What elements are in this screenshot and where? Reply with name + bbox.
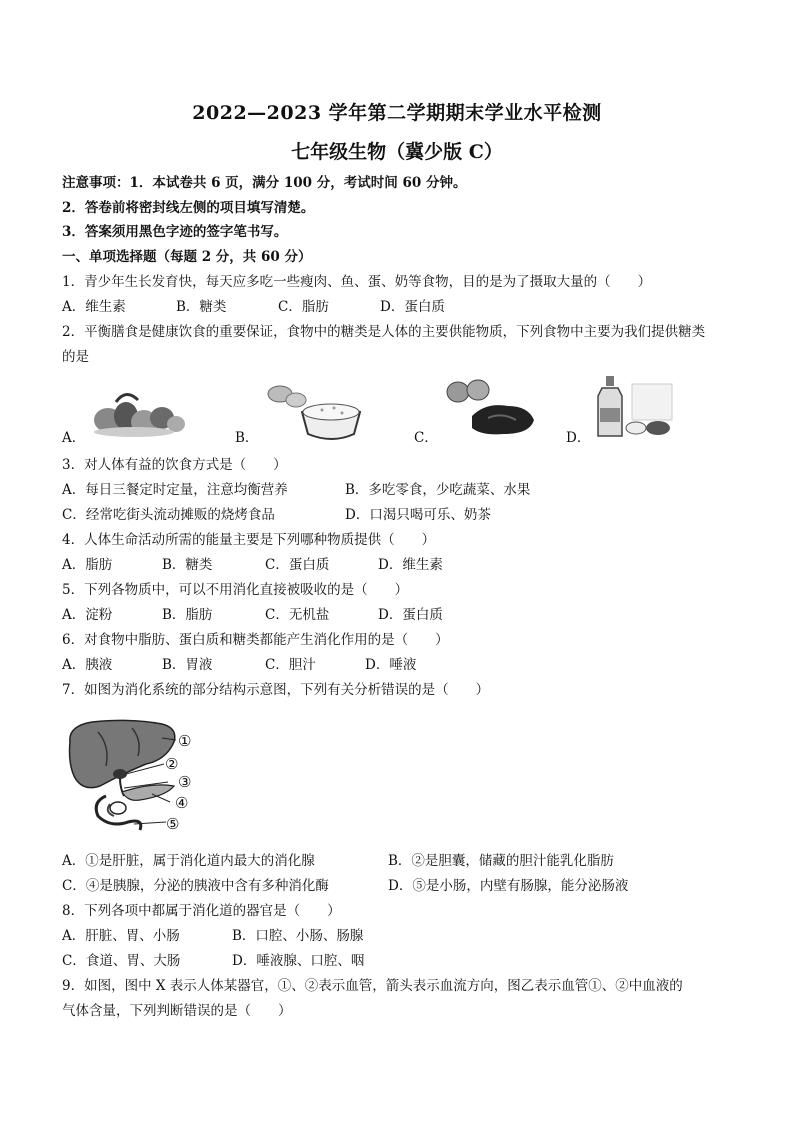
- note-3: 3．答案须用黑色字迹的签字笔书写。: [62, 224, 288, 240]
- q2-option-d: D．: [566, 430, 591, 446]
- q5-option-b: B．脂肪: [162, 607, 213, 623]
- q1-stem: 1．青少年生长发育快，每天应多吃一些瘦肉、鱼、蛋、奶等食物，目的是为了摄取大量的（ ）: [62, 274, 652, 290]
- q5-stem: 5．下列各物质中，可以不用消化直接被吸收的是（ ）: [62, 582, 409, 598]
- q7-option-c: C．④是胰腺，分泌的胰液中含有多种消化酶: [62, 878, 329, 894]
- q1-option-d: D．蛋白质: [380, 299, 445, 315]
- exam-title: 2022—2023 学年第二学期期末学业水平检测: [192, 102, 602, 124]
- q4-option-d: D．维生素: [378, 557, 443, 573]
- q7-option-b: B．②是胆囊，储藏的胆汁能乳化脂肪: [388, 853, 614, 869]
- q1-option-c: C．脂肪: [278, 299, 329, 315]
- q2-option-a: A．: [62, 430, 86, 446]
- q2-stem-line1: 2．平衡膳食是健康饮食的重要保证，食物中的糖类是人体的主要供能物质，下列食物中主要为我们提供糖类: [62, 324, 706, 340]
- diagram-label-4: ④: [175, 794, 189, 812]
- q4-option-a: A．脂肪: [62, 557, 113, 573]
- q8-option-a: A．肝脏、胃、小肠: [62, 928, 180, 944]
- q2-option-c: C．: [414, 430, 438, 446]
- oil-bottle-image: [592, 374, 676, 440]
- rice-bread-image: [262, 378, 362, 444]
- q3-option-d: D．口渴只喝可乐、奶茶: [345, 507, 491, 523]
- q6-option-a: A．胰液: [62, 657, 113, 673]
- q8-stem: 8．下列各项中都属于消化道的器官是（ ）: [62, 903, 341, 919]
- q6-option-c: C．胆汁: [265, 657, 316, 673]
- q3-option-a: A．每日三餐定时定量，注意均衡营养: [62, 482, 288, 498]
- diagram-label-2: ②: [165, 755, 179, 773]
- q2-stem-line2: 的是: [62, 349, 89, 365]
- q7-stem: 7．如图为消化系统的部分结构示意图，下列有关分析错误的是（ ）: [62, 682, 490, 698]
- q4-option-c: C．蛋白质: [265, 557, 330, 573]
- q3-stem: 3．对人体有益的饮食方式是（ ）: [62, 457, 287, 473]
- note-1: 注意事项：1．本试卷共 6 页，满分 100 分，考试时间 60 分钟。: [62, 175, 467, 191]
- q8-option-b: B．口腔、小肠、肠腺: [232, 928, 364, 944]
- q5-option-c: C．无机盐: [265, 607, 330, 623]
- q7-option-a: A．①是肝脏，属于消化道内最大的消化腺: [62, 853, 315, 869]
- q5-option-a: A．淀粉: [62, 607, 113, 623]
- q4-option-b: B．糖类: [162, 557, 213, 573]
- q1-option-a: A．维生素: [62, 299, 126, 315]
- q3-option-b: B．多吃零食，少吃蔬菜、水果: [345, 482, 531, 498]
- diagram-label-5: ⑤: [166, 815, 180, 833]
- diagram-label-1: ①: [178, 732, 192, 750]
- diagram-label-3: ③: [178, 773, 192, 791]
- q9-stem-line2: 气体含量，下列判断错误的是（ ）: [62, 1003, 292, 1019]
- exam-subtitle: 七年级生物（冀少版 C）: [291, 141, 503, 163]
- note-2: 2．答卷前将密封线左侧的项目填写清楚。: [62, 200, 315, 216]
- q5-option-d: D．蛋白质: [378, 607, 443, 623]
- q6-option-d: D．唾液: [365, 657, 417, 673]
- eggs-meat-image: [442, 376, 542, 442]
- q8-option-d: D．唾液腺、口腔、咽: [232, 953, 365, 969]
- fruits-vegetables-image: [86, 380, 186, 440]
- q6-option-b: B．胃液: [162, 657, 213, 673]
- q4-stem: 4．人体生命活动所需的能量主要是下列哪种物质提供（ ）: [62, 532, 436, 548]
- q2-option-b: B．: [235, 430, 259, 446]
- q1-option-b: B．糖类: [176, 299, 227, 315]
- q7-option-d: D．⑤是小肠，内壁有肠腺，能分泌肠液: [388, 878, 629, 894]
- section-title: 一、单项选择题（每题 2 分，共 60 分）: [62, 249, 312, 265]
- q9-stem-line1: 9．如图，图中 X 表示人体某器官，①、②表示血管，箭头表示血流方向，图乙表示血管①、②中血液的: [62, 978, 683, 994]
- q8-option-c: C．食道、胃、大肠: [62, 953, 181, 969]
- q6-stem: 6．对食物中脂肪、蛋白质和糖类都能产生消化作用的是（ ）: [62, 632, 449, 648]
- q3-option-c: C．经常吃街头流动摊贩的烧烤食品: [62, 507, 275, 523]
